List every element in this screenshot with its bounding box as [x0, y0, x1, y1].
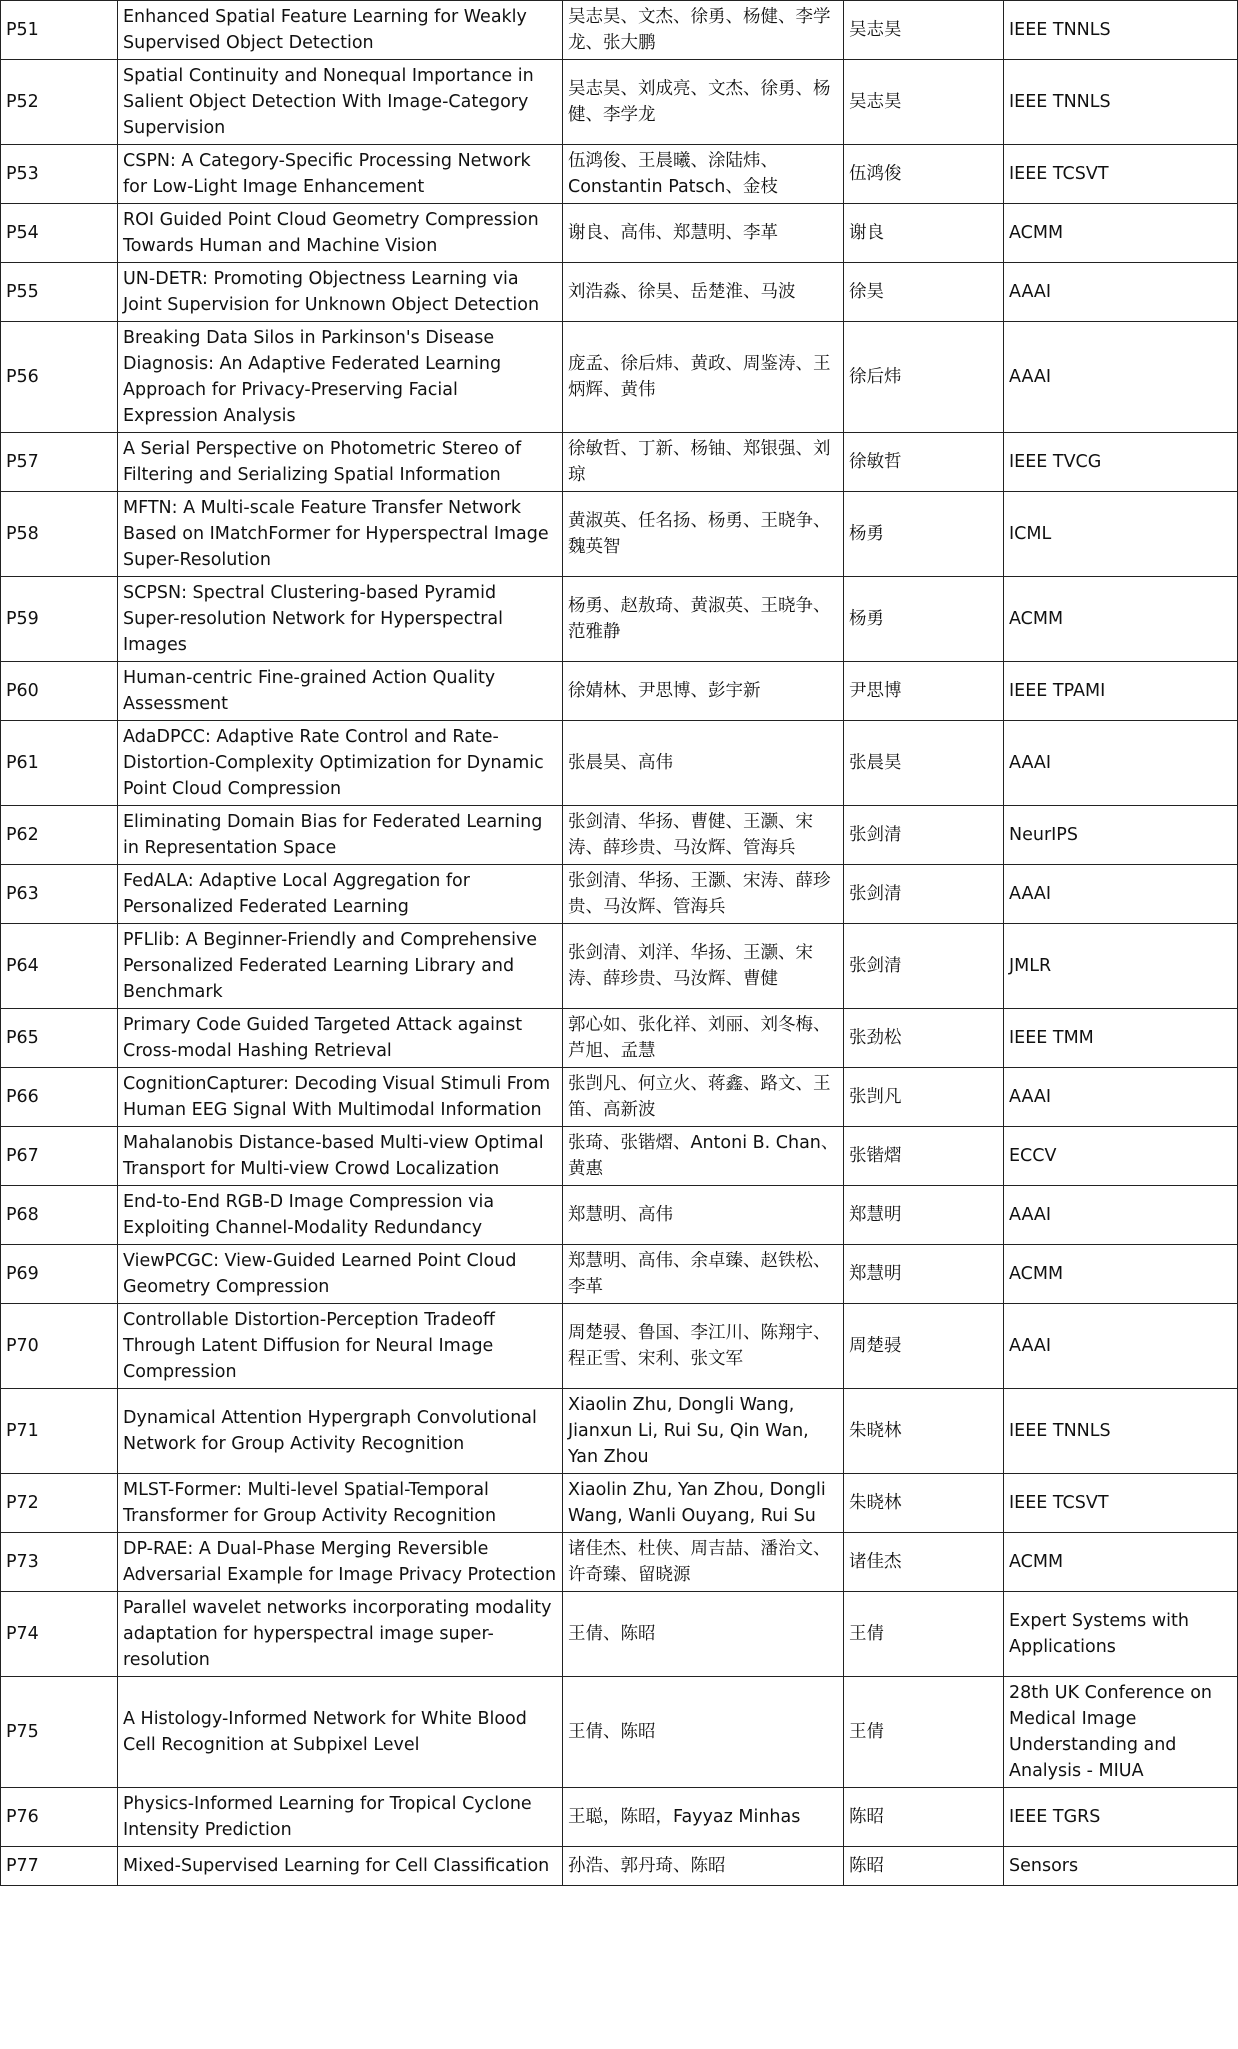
paper-id: P57	[1, 433, 118, 492]
paper-id: P63	[1, 865, 118, 924]
table-row	[1, 492, 1238, 577]
paper-title: Human-centric Fine-grained Action Quality Assessment	[118, 662, 563, 721]
paper-authors: 诸佳杰、杜侠、周吉喆、潘治文、许奇臻、留晓源	[563, 1533, 844, 1592]
paper-id: P65	[1, 1009, 118, 1068]
paper-venue: NeurIPS	[1004, 806, 1238, 865]
paper-authors: 张剑清、华扬、曹健、王灏、宋涛、薛珍贵、马汝辉、管海兵	[563, 806, 844, 865]
corresponding-author: 吴志昊	[844, 1, 1004, 60]
corresponding-author: 徐敏哲	[844, 433, 1004, 492]
paper-venue: AAAI	[1004, 1304, 1238, 1389]
table-row	[1, 60, 1238, 145]
table-row	[1, 1127, 1238, 1186]
corresponding-author: 谢良	[844, 204, 1004, 263]
paper-venue: ICML	[1004, 492, 1238, 577]
paper-authors: Xiaolin Zhu, Dongli Wang, Jianxun Li, Rui Su, Qin Wan, Yan Zhou	[563, 1389, 844, 1474]
paper-venue: ACMM	[1004, 577, 1238, 662]
paper-id: P64	[1, 924, 118, 1009]
paper-venue: 28th UK Conference on Medical Image Understanding and Analysis - MIUA	[1004, 1677, 1238, 1788]
paper-title: Parallel wavelet networks incorporating modality adaptation for hyperspectral image super-resolution	[118, 1592, 563, 1677]
paper-title: Breaking Data Silos in Parkinson's Disease Diagnosis: An Adaptive Federated Learning Approach for Privacy-Preserving Facial Expression Analysis	[118, 322, 563, 433]
paper-title: MLST-Former: Multi-level Spatial-Temporal Transformer for Group Activity Recognition	[118, 1474, 563, 1533]
paper-title: Primary Code Guided Targeted Attack against Cross-modal Hashing Retrieval	[118, 1009, 563, 1068]
table-row	[1, 1677, 1238, 1788]
paper-title: Dynamical Attention Hypergraph Convolutional Network for Group Activity Recognition	[118, 1389, 563, 1474]
paper-venue: AAAI	[1004, 1068, 1238, 1127]
paper-title: MFTN: A Multi-scale Feature Transfer Network Based on IMatchFormer for Hyperspectral Image Super-Resolution	[118, 492, 563, 577]
table-row	[1, 433, 1238, 492]
corresponding-author: 王倩	[844, 1592, 1004, 1677]
corresponding-author: 张晨昊	[844, 721, 1004, 806]
corresponding-author: 徐昊	[844, 263, 1004, 322]
paper-authors: 孙浩、郭丹琦、陈昭	[563, 1847, 844, 1886]
paper-id: P62	[1, 806, 118, 865]
paper-id: P66	[1, 1068, 118, 1127]
table-row	[1, 1, 1238, 60]
paper-title: Enhanced Spatial Feature Learning for Weakly Supervised Object Detection	[118, 1, 563, 60]
table-row	[1, 865, 1238, 924]
corresponding-author: 郑慧明	[844, 1245, 1004, 1304]
table-row	[1, 145, 1238, 204]
table-row	[1, 806, 1238, 865]
paper-id: P74	[1, 1592, 118, 1677]
paper-id: P60	[1, 662, 118, 721]
table-row	[1, 1533, 1238, 1592]
paper-id: P52	[1, 60, 118, 145]
paper-authors: 谢良、高伟、郑慧明、李革	[563, 204, 844, 263]
paper-venue: Sensors	[1004, 1847, 1238, 1886]
corresponding-author: 周楚骎	[844, 1304, 1004, 1389]
paper-title: AdaDPCC: Adaptive Rate Control and Rate-Distortion-Complexity Optimization for Dynamic Point Cloud Compression	[118, 721, 563, 806]
paper-title: Spatial Continuity and Nonequal Importance in Salient Object Detection With Image-Category Supervision	[118, 60, 563, 145]
paper-title: ROI Guided Point Cloud Geometry Compression Towards Human and Machine Vision	[118, 204, 563, 263]
paper-title: Controllable Distortion-Perception Tradeoff Through Latent Diffusion for Neural Image Compression	[118, 1304, 563, 1389]
table-row	[1, 1245, 1238, 1304]
paper-id: P56	[1, 322, 118, 433]
corresponding-author: 伍鸿俊	[844, 145, 1004, 204]
paper-venue: IEEE TCSVT	[1004, 1474, 1238, 1533]
table-row	[1, 1068, 1238, 1127]
paper-authors: 黄淑英、任名扬、杨勇、王晓争、魏英智	[563, 492, 844, 577]
paper-authors: 刘浩淼、徐昊、岳楚淮、马波	[563, 263, 844, 322]
paper-authors: 伍鸿俊、王晨曦、涂陆炜、Constantin Patsch、金枝	[563, 145, 844, 204]
paper-authors: Xiaolin Zhu, Yan Zhou, Dongli Wang, Wanli Ouyang, Rui Su	[563, 1474, 844, 1533]
paper-venue: ACMM	[1004, 204, 1238, 263]
paper-venue: IEEE TCSVT	[1004, 145, 1238, 204]
table-row	[1, 577, 1238, 662]
paper-title: CSPN: A Category-Specific Processing Network for Low-Light Image Enhancement	[118, 145, 563, 204]
table-row	[1, 204, 1238, 263]
paper-venue: ECCV	[1004, 1127, 1238, 1186]
corresponding-author: 张剀凡	[844, 1068, 1004, 1127]
paper-id: P58	[1, 492, 118, 577]
paper-title: DP-RAE: A Dual-Phase Merging Reversible Adversarial Example for Image Privacy Protection	[118, 1533, 563, 1592]
paper-id: P76	[1, 1788, 118, 1847]
corresponding-author: 杨勇	[844, 492, 1004, 577]
paper-id: P70	[1, 1304, 118, 1389]
paper-title: Physics-Informed Learning for Tropical Cyclone Intensity Prediction	[118, 1788, 563, 1847]
paper-venue: ACMM	[1004, 1533, 1238, 1592]
paper-venue: JMLR	[1004, 924, 1238, 1009]
paper-id: P51	[1, 1, 118, 60]
corresponding-author: 诸佳杰	[844, 1533, 1004, 1592]
table-row	[1, 1847, 1238, 1886]
paper-title: A Histology-Informed Network for White Blood Cell Recognition at Subpixel Level	[118, 1677, 563, 1788]
paper-authors: 张剑清、刘洋、华扬、王灏、宋涛、薛珍贵、马汝辉、曹健	[563, 924, 844, 1009]
paper-id: P72	[1, 1474, 118, 1533]
paper-authors: 吴志昊、文杰、徐勇、杨健、李学龙、张大鹏	[563, 1, 844, 60]
paper-authors: 张剑清、华扬、王灏、宋涛、薛珍贵、马汝辉、管海兵	[563, 865, 844, 924]
paper-venue: IEEE TGRS	[1004, 1788, 1238, 1847]
table-row	[1, 1009, 1238, 1068]
paper-title: FedALA: Adaptive Local Aggregation for Personalized Federated Learning	[118, 865, 563, 924]
corresponding-author: 朱晓林	[844, 1474, 1004, 1533]
paper-authors: 杨勇、赵敖琦、黄淑英、王晓争、范雅静	[563, 577, 844, 662]
paper-venue: AAAI	[1004, 263, 1238, 322]
paper-id: P53	[1, 145, 118, 204]
corresponding-author: 郑慧明	[844, 1186, 1004, 1245]
paper-venue: Expert Systems with Applications	[1004, 1592, 1238, 1677]
table-row	[1, 1304, 1238, 1389]
paper-authors: 周楚骎、鲁国、李江川、陈翔宇、程正雪、宋利、张文军	[563, 1304, 844, 1389]
paper-id: P59	[1, 577, 118, 662]
paper-id: P71	[1, 1389, 118, 1474]
paper-authors: 徐婧林、尹思博、彭宇新	[563, 662, 844, 721]
paper-id: P55	[1, 263, 118, 322]
paper-authors: 张琦、张锴熠、Antoni B. Chan、黄惠	[563, 1127, 844, 1186]
paper-id: P54	[1, 204, 118, 263]
corresponding-author: 陈昭	[844, 1847, 1004, 1886]
paper-authors: 张晨昊、高伟	[563, 721, 844, 806]
paper-venue: IEEE TNNLS	[1004, 1389, 1238, 1474]
corresponding-author: 张锴熠	[844, 1127, 1004, 1186]
table-row	[1, 1474, 1238, 1533]
paper-title: CognitionCapturer: Decoding Visual Stimuli From Human EEG Signal With Multimodal Information	[118, 1068, 563, 1127]
paper-id: P73	[1, 1533, 118, 1592]
paper-id: P68	[1, 1186, 118, 1245]
corresponding-author: 吴志昊	[844, 60, 1004, 145]
paper-title: SCPSN: Spectral Clustering-based Pyramid Super-resolution Network for Hyperspectral Images	[118, 577, 563, 662]
table-row	[1, 1788, 1238, 1847]
paper-authors: 王倩、陈昭	[563, 1592, 844, 1677]
paper-authors: 郭心如、张化祥、刘丽、刘冬梅、芦旭、孟慧	[563, 1009, 844, 1068]
paper-authors: 王聪，陈昭，Fayyaz Minhas	[563, 1788, 844, 1847]
corresponding-author: 陈昭	[844, 1788, 1004, 1847]
paper-authors: 郑慧明、高伟	[563, 1186, 844, 1245]
paper-title: Mahalanobis Distance-based Multi-view Optimal Transport for Multi-view Crowd Localization	[118, 1127, 563, 1186]
corresponding-author: 张剑清	[844, 865, 1004, 924]
corresponding-author: 张劲松	[844, 1009, 1004, 1068]
paper-authors: 徐敏哲、丁新、杨铀、郑银强、刘琼	[563, 433, 844, 492]
corresponding-author: 徐后炜	[844, 322, 1004, 433]
paper-venue: AAAI	[1004, 721, 1238, 806]
paper-id: P61	[1, 721, 118, 806]
corresponding-author: 杨勇	[844, 577, 1004, 662]
table-row	[1, 662, 1238, 721]
paper-venue: IEEE TNNLS	[1004, 1, 1238, 60]
table-row	[1, 1186, 1238, 1245]
paper-id: P69	[1, 1245, 118, 1304]
paper-authors: 张剀凡、何立火、蒋鑫、路文、王笛、高新波	[563, 1068, 844, 1127]
paper-venue: IEEE TVCG	[1004, 433, 1238, 492]
paper-title: UN-DETR: Promoting Objectness Learning via Joint Supervision for Unknown Object Detection	[118, 263, 563, 322]
paper-title: A Serial Perspective on Photometric Stereo of Filtering and Serializing Spatial Information	[118, 433, 563, 492]
table-row	[1, 263, 1238, 322]
paper-title: End-to-End RGB-D Image Compression via Exploiting Channel-Modality Redundancy	[118, 1186, 563, 1245]
table-row	[1, 924, 1238, 1009]
paper-venue: IEEE TMM	[1004, 1009, 1238, 1068]
table-row	[1, 1592, 1238, 1677]
paper-id: P67	[1, 1127, 118, 1186]
paper-venue: IEEE TPAMI	[1004, 662, 1238, 721]
paper-authors: 郑慧明、高伟、余卓臻、赵铁松、李革	[563, 1245, 844, 1304]
paper-id: P77	[1, 1847, 118, 1886]
paper-id: P75	[1, 1677, 118, 1788]
paper-title: PFLlib: A Beginner-Friendly and Comprehensive Personalized Federated Learning Library and Benchmark	[118, 924, 563, 1009]
paper-title: ViewPCGC: View-Guided Learned Point Cloud Geometry Compression	[118, 1245, 563, 1304]
paper-venue: AAAI	[1004, 322, 1238, 433]
paper-venue: AAAI	[1004, 1186, 1238, 1245]
table-row	[1, 322, 1238, 433]
corresponding-author: 朱晓林	[844, 1389, 1004, 1474]
corresponding-author: 张剑清	[844, 924, 1004, 1009]
table-row	[1, 1389, 1238, 1474]
paper-title: Mixed-Supervised Learning for Cell Classification	[118, 1847, 563, 1886]
paper-venue: IEEE TNNLS	[1004, 60, 1238, 145]
paper-authors: 吴志昊、刘成亮、文杰、徐勇、杨健、李学龙	[563, 60, 844, 145]
paper-venue: ACMM	[1004, 1245, 1238, 1304]
paper-venue: AAAI	[1004, 865, 1238, 924]
corresponding-author: 王倩	[844, 1677, 1004, 1788]
corresponding-author: 张剑清	[844, 806, 1004, 865]
paper-authors: 王倩、陈昭	[563, 1677, 844, 1788]
paper-authors: 庞孟、徐后炜、黄政、周鉴涛、王炳辉、黄伟	[563, 322, 844, 433]
table-row	[1, 721, 1238, 806]
paper-title: Eliminating Domain Bias for Federated Learning in Representation Space	[118, 806, 563, 865]
corresponding-author: 尹思博	[844, 662, 1004, 721]
papers-table-body	[1, 1, 1238, 1886]
